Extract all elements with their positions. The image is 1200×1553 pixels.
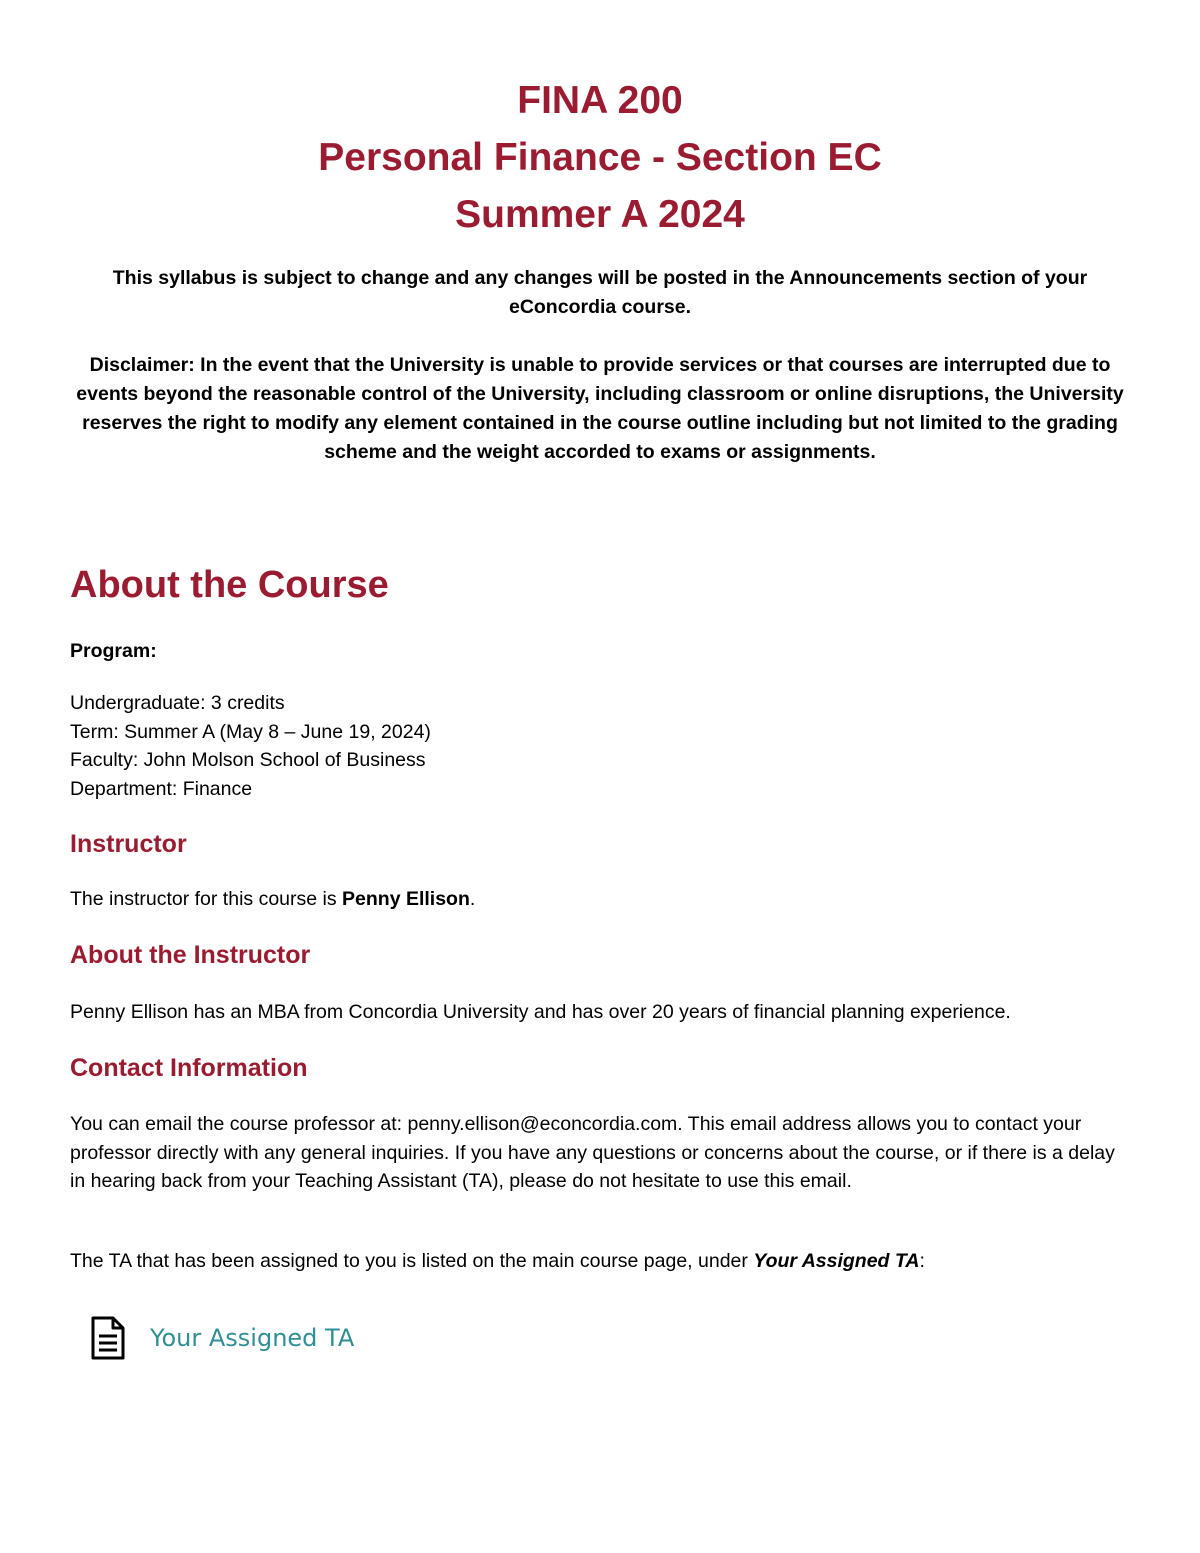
ta-text-before: The TA that has been assigned to you is listed on the main course page, under	[70, 1250, 754, 1272]
ta-line	[70, 1247, 1130, 1276]
change-notice: This syllabus is subject to change and any changes will be posted in the Announcements section of your eConcordia course.	[112, 267, 1088, 318]
course-code: FINA 200	[517, 79, 683, 122]
assigned-ta-link[interactable]	[90, 1316, 354, 1360]
detail-credits: Undergraduate: 3 credits	[70, 692, 285, 714]
instructor-heading: Instructor	[70, 830, 187, 858]
detail-term: Term: Summer A (May 8 – June 19, 2024)	[70, 720, 431, 743]
instructor-name: Penny Ellison	[342, 888, 470, 910]
about-instructor-text: Penny Ellison has an MBA from Concordia University and has over 20 years of financial planning experience.	[70, 1001, 1011, 1023]
ta-text-after: :	[919, 1250, 925, 1272]
contact-paragraph: You can email the course professor at: penny.ellison@econcordia.com. This email address allows you to contact your professor directly with any general inquiries. If you have any questions or concerns about the course, or if there is a delay in hearing back from your Teaching Assistant (TA), please do not hesitate to use this email.	[70, 1113, 1115, 1192]
detail-department: Department: Finance	[70, 777, 253, 800]
assigned-ta-link-label[interactable]: Your Assigned TA	[150, 1324, 355, 1352]
detail-faculty: Faculty: John Molson School of Business	[70, 749, 426, 771]
instructor-text-after: .	[469, 888, 476, 910]
instructor-text-before: The instructor for this course is	[70, 888, 343, 910]
about-instructor-heading: About the Instructor	[70, 941, 311, 969]
course-details	[70, 689, 1130, 803]
contact-heading: Contact Information	[70, 1054, 308, 1082]
about-course-heading: About the Course	[70, 564, 389, 606]
ta-emphasis: Your Assigned TA	[753, 1250, 920, 1272]
course-name: Personal Finance - Section EC	[318, 136, 882, 179]
course-term: Summer A 2024	[455, 193, 745, 236]
program-label: Program:	[70, 640, 157, 662]
instructor-line	[70, 885, 1130, 914]
disclaimer: Disclaimer: In the event that the University is unable to provide services or that courses are interrupted due to events beyond the reasonable control of the University, including classroom or online disruptions, the University reserves the right to modify any element contained in the course outline including but not limited to the grading scheme and the weight accorded to exams or assignments.	[76, 354, 1124, 463]
course-title-block	[0, 72, 1200, 243]
document-icon	[90, 1316, 126, 1360]
